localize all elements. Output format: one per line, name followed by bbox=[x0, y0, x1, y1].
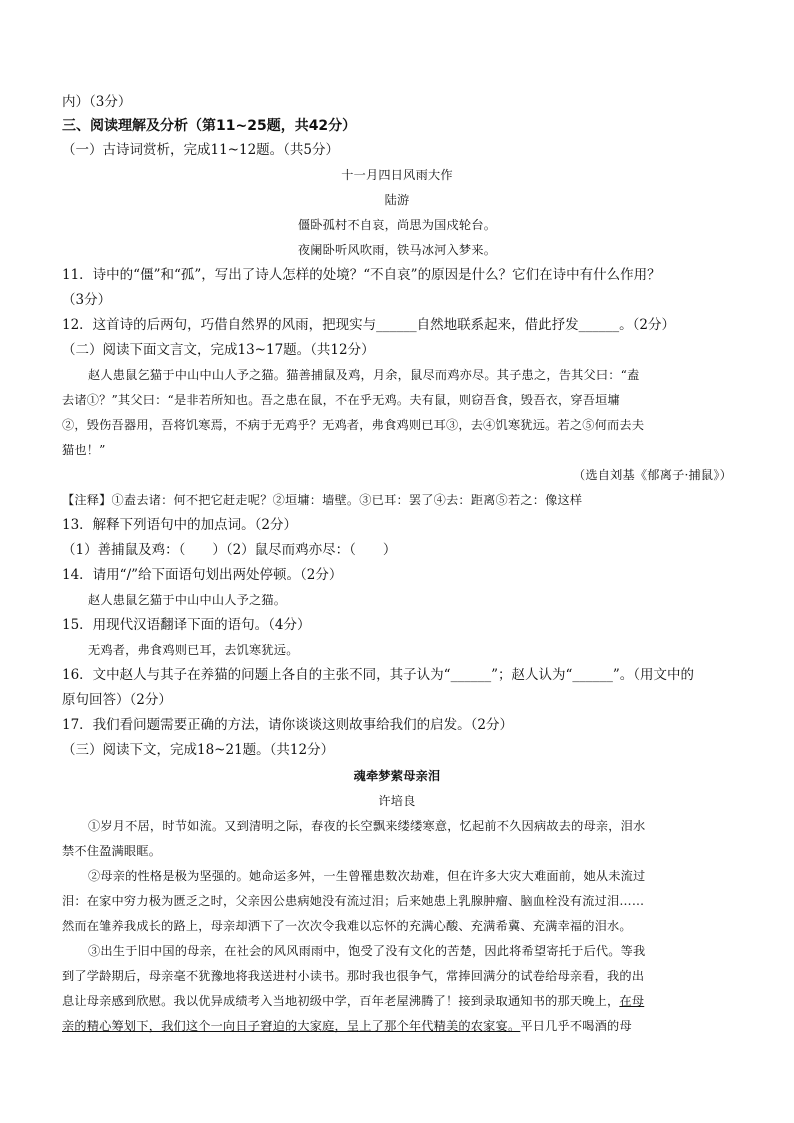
question-11: 11．诗中的“僵”和“孤”，写出了诗人怎样的处境？“不自哀”的原因是什么？它们在诗中有什么作用？ bbox=[62, 267, 661, 283]
subsection-heading: （一）古诗词赏析，完成11~12题。（共5分） bbox=[62, 142, 340, 158]
question-16-cont: 原句回答）（2分） bbox=[62, 692, 172, 708]
classical-text-line: ②，毁伤吾器用，吾将饥寒焉，不病于无鸡乎？无鸡者，弗食鸡则已耳③，去④饥寒犹远。若之⑤何而去夫 bbox=[62, 418, 645, 432]
question-16: 16．文中赵人与其子在养猫的问题上各自的主张不同，其子认为“______”；赵人认为“______”。（用文中的 bbox=[62, 667, 695, 683]
question-13-items: （1）善捕鼠及鸡：（ ）（2）鼠尽而鸡亦尽：（ ） bbox=[62, 542, 397, 558]
text-line: 内）（3分） bbox=[62, 94, 132, 110]
poem-line: 僵卧孤村不自哀，尚思为国戍轮台。 bbox=[297, 218, 497, 232]
question-14: 14．请用“/”给下面语句划出两处停顿。（2分） bbox=[62, 567, 343, 583]
essay-paragraph-line: ②母亲的性格是极为坚强的。她命运多舛，一生曾罹患数次劫难，但在许多大灾大难面前，她从未流过 bbox=[88, 869, 646, 883]
classical-text-line: 去诸①？”其父曰：“是非若所知也。吾之患在鼠，不在乎无鸡。夫有鼠，则窃吾食，毁吾衣，穿吾垣墉 bbox=[62, 393, 620, 407]
essay-paragraph-line bbox=[62, 991, 732, 1011]
annotation-note: 【注释】①盍去诸：何不把它赶走呢？②垣墉：墙壁。③已耳：罢了④去：距离⑤若之：像这样 bbox=[62, 493, 583, 507]
subsection-heading: （三）阅读下文，完成18~21题。（共12分） bbox=[62, 742, 335, 758]
underlined-text: 在母 bbox=[619, 994, 645, 1008]
essay-text: 平日几乎不喝酒的母 bbox=[520, 1019, 632, 1033]
poem-title: 十一月四日风雨大作 bbox=[341, 168, 453, 182]
classical-text-line: 赵人患鼠乞猫于中山中山人予之猫。猫善捕鼠及鸡，月余，鼠尽而鸡亦尽。其子患之，告其父曰：“盍 bbox=[88, 368, 640, 382]
essay-paragraph-line bbox=[62, 1016, 732, 1036]
question-11-score: （3分） bbox=[62, 292, 112, 308]
essay-paragraph-line: ③出生于旧中国的母亲，在社会的风风雨雨中，饱受了没有文化的苦楚，因此将希望寄托于后代。等我 bbox=[88, 944, 646, 958]
essay-paragraph-line: 到了学龄期后，母亲毫不犹豫地将我送进村小读书。那时我也很争气，常捧回满分的试卷给母亲看，我的出 bbox=[62, 969, 645, 983]
poem-author: 陆游 bbox=[384, 193, 410, 207]
question-17: 17．我们看问题需要正确的方法，请你谈谈这则故事给我们的启发。（2分） bbox=[62, 717, 514, 733]
question-12: 12．这首诗的后两句，巧借自然界的风雨，把现实与______自然地联系起来，借此抒发______。（2分） bbox=[62, 317, 676, 333]
essay-text: 息让母亲感到欣慰。我以优异成绩考入当地初级中学，百年老屋沸腾了！接到录取通知书的那天晚上， bbox=[62, 994, 620, 1008]
essay-title: 魂牵梦萦母亲泪 bbox=[353, 769, 441, 783]
essay-paragraph-line: 然而在雏养我成长的路上，母亲却洒下了一次次令我难以忘怀的充满心酸、充满希冀、充满幸福的泪水。 bbox=[62, 919, 632, 933]
question-13: 13．解释下列语句中的加点词。（2分） bbox=[62, 517, 298, 533]
question-15-sentence: 无鸡者，弗食鸡则已耳，去饥寒犹远。 bbox=[88, 643, 299, 657]
essay-paragraph-line: 泪：在家中穷力极为匮乏之时，父亲因公患病她没有流过泪；后来她患上乳腺肿瘤、脑血栓没有流过泪…… bbox=[62, 894, 645, 908]
essay-author: 许培良 bbox=[378, 794, 416, 808]
section-heading: 三、阅读理解及分析（第11~25题，共42分） bbox=[62, 118, 357, 134]
subsection-heading: （二）阅读下面文言文，完成13~17题。（共12分） bbox=[62, 342, 375, 358]
question-14-sentence: 赵人患鼠乞猫于中山中山人予之猫。 bbox=[88, 593, 287, 607]
poem-line: 夜阑卧听风吹雨，铁马冰河入梦来。 bbox=[297, 243, 497, 257]
question-15: 15．用现代汉语翻译下面的语句。（4分） bbox=[62, 617, 311, 633]
underlined-text: 亲的精心筹划下，我们这个一向日子窘迫的大家庭，呈上了那个年代精美的农家宴。 bbox=[62, 1019, 521, 1033]
source-citation: （选自刘基《郁离子·捕鼠》） bbox=[572, 468, 732, 482]
classical-text-line: 猫也！” bbox=[62, 443, 106, 457]
essay-paragraph-line: 禁不住盈满眼眶。 bbox=[62, 844, 162, 858]
essay-paragraph-line: ①岁月不居，时节如流。又到清明之际，春夜的长空飘来缕缕寒意，忆起前不久因病故去的母亲，泪水 bbox=[88, 819, 646, 833]
